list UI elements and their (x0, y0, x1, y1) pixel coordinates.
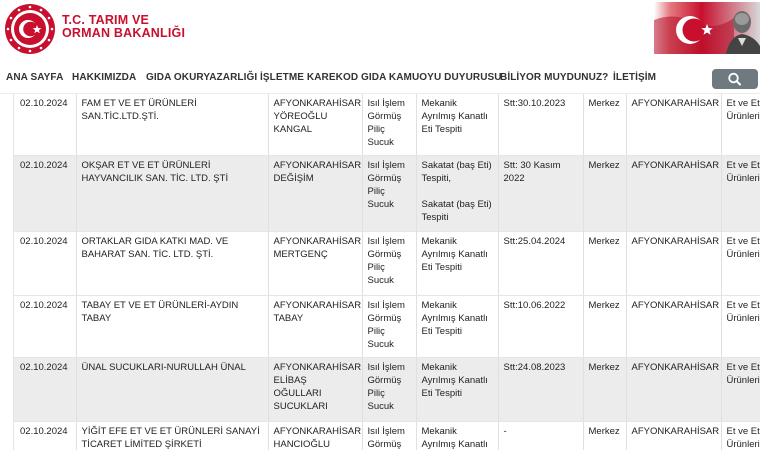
cell-firm: ÜNAL SUCUKLARI-NURULLAH ÜNAL (76, 358, 268, 422)
table-row (14, 232, 760, 296)
cell-province: AFYONKARAHİSAR (626, 296, 721, 358)
cell-violation (416, 358, 498, 422)
cell-stt: - (498, 422, 583, 450)
cell-province: AFYONKARAHİSAR (626, 232, 721, 296)
cell-category: Et ve Et Ürünleri (721, 296, 760, 358)
cell-location: AFYONKARAHİSAR YÖREOĞLU KANGAL (268, 94, 362, 156)
cell-date: 02.10.2024 (14, 358, 76, 422)
violation-text: Sakatat (baş Eti) Tespiti, (421, 160, 492, 184)
cell-product: Isıl İşlem Görmüş Piliç Sucuk (362, 358, 416, 422)
cell-district: Merkez (583, 358, 626, 422)
violation-text: Mekanik Ayrılmış Kanatlı Eti Tespiti (421, 98, 488, 135)
cell-category: Et ve Et Ürünleri (721, 232, 760, 296)
nav-item-public-announcement[interactable]: GIDA KAMUOYU DUYURUSU (361, 72, 502, 83)
cell-location: AFYONKARAHİSAR ELİBAŞ OĞULLARI SUCUKLARI (268, 358, 362, 422)
cell-date: 02.10.2024 (14, 296, 76, 358)
table-row (14, 94, 760, 156)
cell-firm: YİĞİT EFE ET VE ET ÜRÜNLERİ SANAYİ TİCARET LİMİTED ŞİRKETİ (76, 422, 268, 450)
nav-item-food-literacy[interactable]: GIDA OKURYAZARLIĞI (146, 72, 258, 83)
cell-stt: Stt:25.04.2024 (498, 232, 583, 296)
ministry-title[interactable] (62, 14, 185, 40)
cell-violation (416, 156, 498, 232)
cell-province: AFYONKARAHİSAR (626, 94, 721, 156)
cell-district: Merkez (583, 94, 626, 156)
announcement-table (0, 94, 760, 450)
turkish-flag-portrait-icon (654, 2, 760, 54)
nav-item-business-qr[interactable]: İŞLETME KAREKOD (260, 72, 359, 83)
table-row (14, 156, 760, 232)
violation-text: Mekanik Ayrılmış Kanatlı Eti Tespiti (421, 300, 488, 337)
nav-item-contact[interactable]: İLETİŞİM (613, 72, 657, 83)
nav-item-about[interactable]: HAKKIMIZDA (72, 72, 137, 83)
cell-product: Isıl İşlem Görmüş Piliç Sucuk (362, 296, 416, 358)
violation-text: Mekanik Ayrılmış Kanatlı (421, 426, 488, 450)
ministry-title-line1: T.C. TARIM VE (62, 13, 150, 27)
cell-firm: OKŞAR ET VE ET ÜRÜNLERİ HAYVANCILIK SAN. TİC. LTD. ŞTİ (76, 156, 268, 232)
cell-category: Et ve Et Ürünleri (721, 156, 760, 232)
cell-firm: FAM ET VE ET ÜRÜNLERİ SAN.TİC.LTD.ŞTİ. (76, 94, 268, 156)
cell-location: AFYONKARAHİSAR HANCIOĞLU (268, 422, 362, 450)
cell-province: AFYONKARAHİSAR (626, 156, 721, 232)
search-icon (712, 69, 758, 89)
cell-location: AFYONKARAHİSAR DEĞİŞİM (268, 156, 362, 232)
site-header (0, 0, 760, 64)
nav-item-did-you-know[interactable]: BİLİYOR MUYDUNUZ? (500, 72, 609, 83)
cell-violation (416, 422, 498, 450)
violation-text: Sakatat (baş Eti) Tespiti (421, 199, 492, 223)
cell-stt: Stt:24.08.2023 (498, 358, 583, 422)
cell-product: Isıl İşlem Görmüş Piliç Sucuk (362, 156, 416, 232)
cell-date: 02.10.2024 (14, 232, 76, 296)
cell-firm: TABAY ET VE ET ÜRÜNLERİ-AYDIN TABAY (76, 296, 268, 358)
nav-item-home[interactable]: ANA SAYFA (6, 72, 64, 83)
table-row (14, 358, 760, 422)
cell-district: Merkez (583, 422, 626, 450)
cell-stt: Stt:10.06.2022 (498, 296, 583, 358)
cell-category: Et ve Et Ürünleri (721, 94, 760, 156)
cell-violation (416, 94, 498, 156)
violation-text: Mekanik Ayrılmış Kanatlı Eti Tespiti (421, 362, 488, 399)
cell-product: Isıl İşlem Görmüş (362, 422, 416, 450)
main-nav (0, 64, 760, 94)
cell-violation (416, 296, 498, 358)
cell-category: Et ve Et Ürünleri (721, 422, 760, 450)
cell-product: Isıl İşlem Görmüş Piliç Sucuk (362, 94, 416, 156)
ministry-emblem-icon[interactable] (4, 3, 56, 55)
cell-violation (416, 232, 498, 296)
cell-date: 02.10.2024 (14, 94, 76, 156)
cell-product: Isıl İşlem Görmüş Piliç Sucuk (362, 232, 416, 296)
cell-location: AFYONKARAHİSAR MERTGENÇ (268, 232, 362, 296)
cell-firm: ORTAKLAR GIDA KATKI MAD. VE BAHARAT SAN. TİC. LTD. ŞTİ. (76, 232, 268, 296)
table-row (14, 296, 760, 358)
cell-date: 02.10.2024 (14, 156, 76, 232)
cell-location: AFYONKARAHİSAR TABAY (268, 296, 362, 358)
cell-stt: Stt: 30 Kasım 2022 (498, 156, 583, 232)
cell-district: Merkez (583, 156, 626, 232)
cell-province: AFYONKARAHİSAR (626, 358, 721, 422)
table-row (14, 422, 760, 450)
cell-province: AFYONKARAHİSAR (626, 422, 721, 450)
table-gutter (0, 94, 14, 450)
cell-stt: Stt:30.10.2023 (498, 94, 583, 156)
cell-district: Merkez (583, 296, 626, 358)
cell-date: 02.10.2024 (14, 422, 76, 450)
cell-category: Et ve Et Ürünleri (721, 358, 760, 422)
violation-text: Mekanik Ayrılmış Kanatlı Eti Tespiti (421, 236, 488, 273)
search-button[interactable] (712, 69, 758, 89)
ministry-title-line2: ORMAN BAKANLIĞI (62, 26, 186, 40)
cell-district: Merkez (583, 232, 626, 296)
data-table (14, 94, 760, 450)
